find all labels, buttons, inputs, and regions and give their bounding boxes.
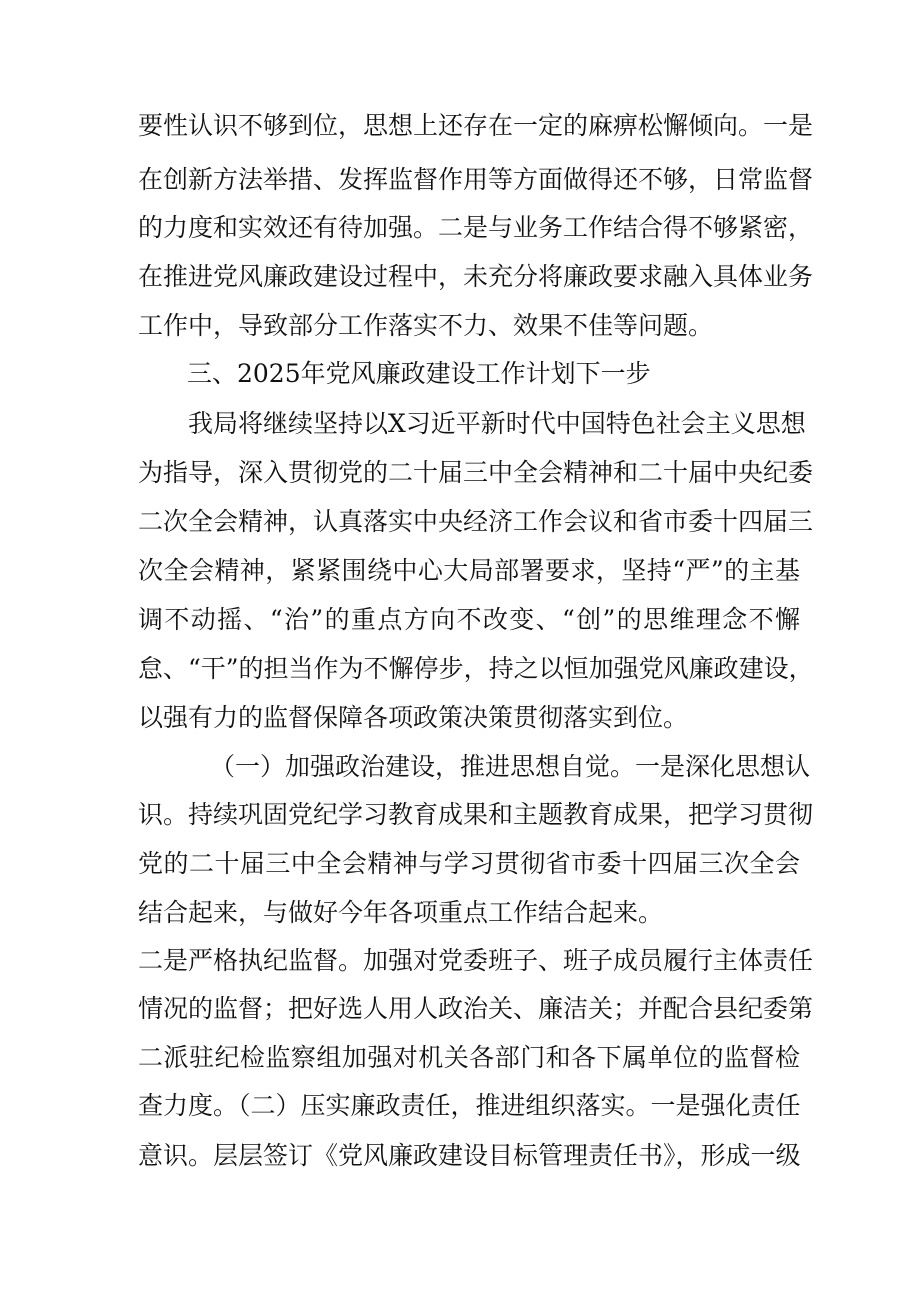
body-text-line: 情况的监督；把好选人用人政治关、廉洁关；并配合县纪委第 xyxy=(138,994,814,1023)
body-text-line: 次全会精神，紧紧围绕中心大局部署要求，坚持“严”的主基 xyxy=(138,556,800,585)
body-text-line: 结合起来，与做好今年各项重点工作结合起来。 xyxy=(138,898,664,927)
body-text-line: 二次全会精神，认真落实中央经济工作会议和省市委十四届三 xyxy=(138,507,814,536)
body-text-line: 在推进党风廉政建设过程中，未充分将廉政要求融入具体业务 xyxy=(138,262,814,291)
body-text-line: 意识。层层签订《党风廉政建设目标管理责任书》，形成一级 xyxy=(138,1141,801,1170)
body-text-line: 调不动摇、“治”的重点方向不改变、“创”的思维理念不懈 xyxy=(138,605,800,634)
body-text-line: 怠、“干”的担当作为不懈停步，持之以恒加强党风廉政建设， xyxy=(138,654,814,683)
body-text-line: 在创新方法举措、发挥监督作用等方面做得还不够，日常监督 xyxy=(138,165,814,194)
body-text-line: 二派驻纪检监察组加强对机关各部门和各下属单位的监督检 xyxy=(138,1043,800,1072)
body-text-line: 为指导，深入贯彻党的二十届三中全会精神和二十届中央纪委 xyxy=(138,458,814,487)
body-text-line: 查力度。（二）压实廉政责任，推进组织落实。一是强化责任 xyxy=(138,1091,801,1120)
body-text-line: 要性认识不够到位，思想上还存在一定的麻痹松懈倾向。一是 xyxy=(138,111,814,140)
subsection-line: （一）加强政治建设，推进思想自觉。一是深化思想认 xyxy=(210,752,811,781)
body-text-line: 以强有力的监督保障各项政策决策贯彻落实到位。 xyxy=(138,703,689,732)
body-text-line: 党的二十届三中全会精神与学习贯彻省市委十四届三次全会 xyxy=(138,849,800,878)
body-text-line: 工作中，导致部分工作落实不力、效果不佳等问题。 xyxy=(138,311,714,340)
body-text-line: 识。持续巩固党纪学习教育成果和主题教育成果，把学习贯彻 xyxy=(138,800,814,829)
body-text-line: 二是严格执纪监督。加强对党委班子、班子成员履行主体责任 xyxy=(138,946,814,975)
body-text-line: 我局将继续坚持以X习近平新时代中国特色社会主义思想 xyxy=(188,409,806,438)
body-text-line: 的力度和实效还有待加强。二是与业务工作结合得不够紧密， xyxy=(138,213,814,242)
section-heading: 三、2025年党风廉政建设工作计划下一步 xyxy=(187,359,651,388)
